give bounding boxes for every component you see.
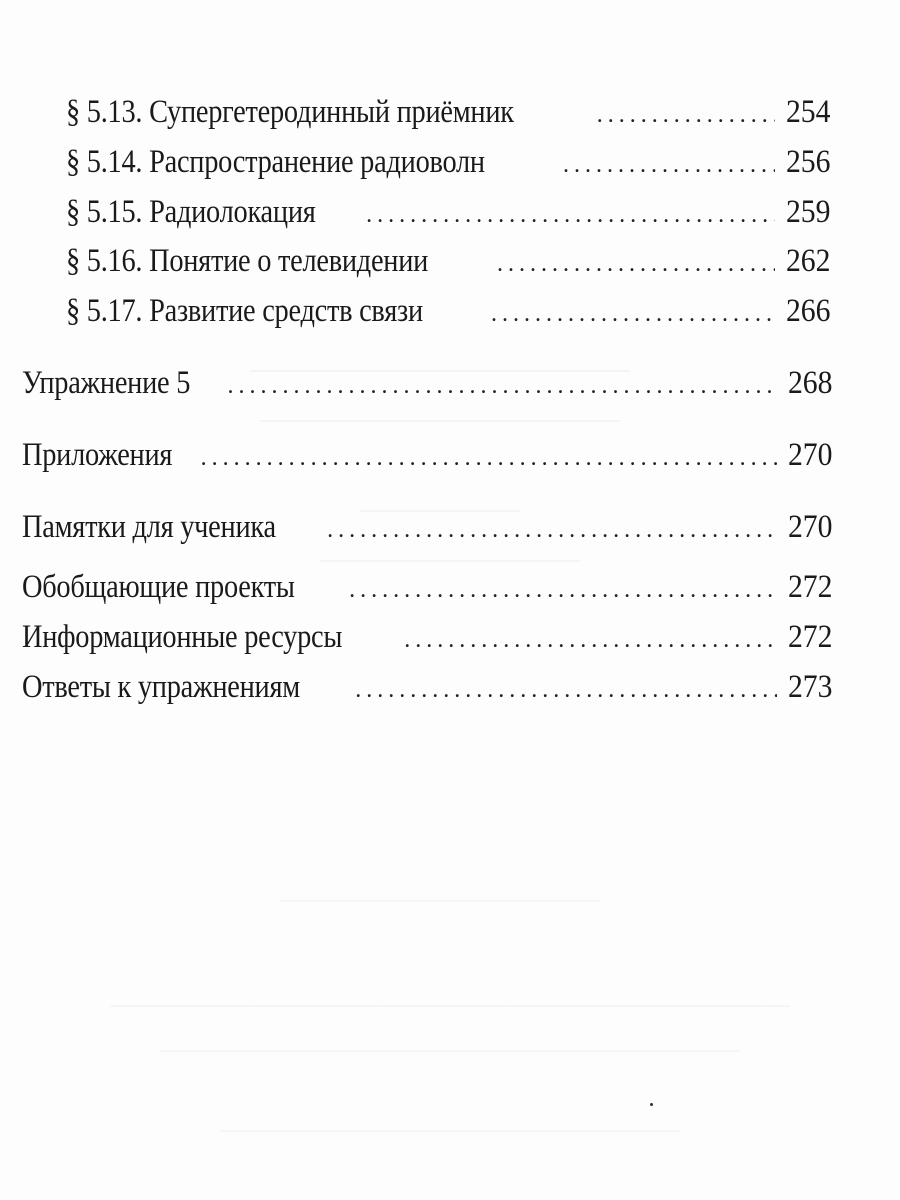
toc-entry-title: § 5.15. Радиолокация xyxy=(66,194,316,230)
dot-leader xyxy=(228,366,777,406)
toc-page-number: 273 xyxy=(787,669,832,705)
toc-entry-student-guides[interactable] xyxy=(22,507,832,547)
toc-entry-information-resources[interactable] xyxy=(22,617,832,657)
toc-page-number: 254 xyxy=(785,94,830,130)
bleed-through-text xyxy=(110,985,790,1015)
dot-leader xyxy=(404,620,776,660)
dot-leader xyxy=(366,195,774,235)
dot-leader xyxy=(563,145,774,185)
toc-entry-summary-projects[interactable] xyxy=(22,567,832,607)
bleed-through-text xyxy=(280,880,600,910)
toc-entry-section-5-17[interactable] xyxy=(66,291,830,331)
dot-leader xyxy=(201,438,777,478)
toc-entry-section-5-14[interactable] xyxy=(66,142,830,182)
dot-leader xyxy=(349,570,776,610)
toc-page-number: 262 xyxy=(785,243,830,279)
dot-leader xyxy=(597,95,775,135)
toc-entry-title: Упражнение 5 xyxy=(22,365,191,401)
toc-entry-title: Приложения xyxy=(22,437,173,473)
print-speck xyxy=(650,1103,653,1106)
dot-leader xyxy=(491,294,775,334)
toc-page-number: 272 xyxy=(787,619,832,655)
toc-entry-exercise-answers[interactable] xyxy=(22,667,832,707)
toc-entry-title: § 5.16. Понятие о телевидении xyxy=(66,243,429,279)
toc-entry-exercise-5[interactable] xyxy=(22,363,832,403)
toc-page-number: 272 xyxy=(787,569,832,605)
toc-entry-title: Информационные ресурсы xyxy=(22,619,343,655)
toc-entry-title: Ответы к упражнениям xyxy=(22,669,300,705)
dot-leader xyxy=(327,510,776,550)
toc-page-number: 266 xyxy=(785,293,830,329)
dot-leader xyxy=(355,670,776,710)
toc-page-number: 259 xyxy=(785,194,830,230)
toc-entry-title: § 5.13. Супергетеродинный приёмник xyxy=(66,94,514,130)
toc-page-number: 256 xyxy=(785,144,830,180)
toc-entry-title: Памятки для ученика xyxy=(22,509,276,545)
toc-page-number: 270 xyxy=(787,509,832,545)
toc-page-number: 270 xyxy=(787,437,832,473)
toc-entry-appendix[interactable] xyxy=(22,435,832,475)
bleed-through-text xyxy=(220,1110,680,1140)
toc-entry-title: Обобщающие проекты xyxy=(22,569,295,605)
bleed-through-text xyxy=(160,1030,740,1060)
toc-entry-title: § 5.14. Распространение радиоволн xyxy=(66,144,485,180)
toc-entry-section-5-13[interactable] xyxy=(66,92,830,132)
dot-leader xyxy=(497,244,774,284)
toc-page-number: 268 xyxy=(787,365,832,401)
toc-entry-title: § 5.17. Развитие средств связи xyxy=(66,293,423,329)
toc-entry-section-5-15[interactable] xyxy=(66,192,830,232)
toc-entry-section-5-16[interactable] xyxy=(66,241,830,281)
